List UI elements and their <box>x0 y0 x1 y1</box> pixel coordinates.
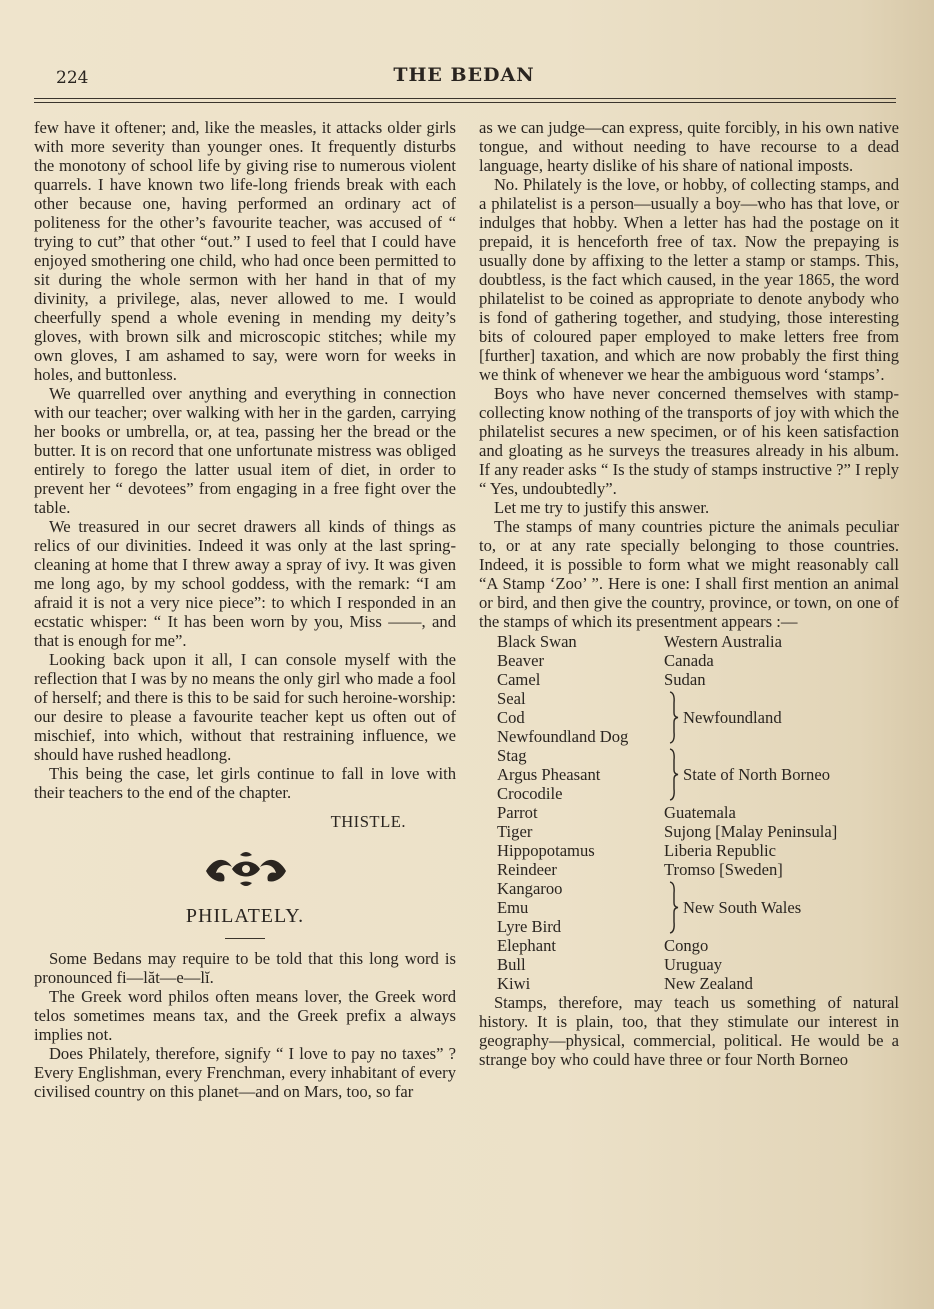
page-header <box>34 64 894 94</box>
animal-name: Kangaroo <box>497 879 563 898</box>
country-name: Tromso [Sweden] <box>664 860 783 879</box>
animal-name: Seal <box>497 689 526 708</box>
stamp-row <box>497 670 897 689</box>
stamp-row <box>497 632 897 651</box>
paragraph: No. Philately is the love, or hobby, of collecting stamps, and a philatelist is a person—usually a boy—who has that love, or indulges that hobby. When a letter has had the postage on it prepaid, it is henceforth free of tax. Now the prepaying is usually done by affixing to the letter a stamp or stamps. This, doubtless, is the fact which caused, in the year 1865, the word philatelist to be coined as appropriate to denote anybody who is fond of gathering together, and studying, those interesting bits of coloured paper employed to make letters free from [further] taxation, and which are now probably the first thing we think of whenever we hear the ambiguous word ‘stamps’. <box>479 175 899 384</box>
animal-name: Kiwi <box>497 974 531 993</box>
animal-name: Tiger <box>497 822 533 841</box>
country-name: Sudan <box>664 670 706 689</box>
country-name: New Zealand <box>664 974 753 993</box>
stamp-row <box>497 936 897 955</box>
brace-icon <box>667 879 681 936</box>
paragraph: Does Philately, therefore, signify “ I love to pay no taxes” ? Every Englishman, every Frenchman, every inhabitant of every civilised country on this planet—and on Mars, too, so far <box>34 1044 456 1101</box>
country-name: Sujong [Malay Peninsula] <box>664 822 838 841</box>
animal-name: Emu <box>497 898 529 917</box>
animal-name: Reindeer <box>497 860 557 879</box>
stamp-row <box>497 651 897 670</box>
animal-name: Stag <box>497 746 527 765</box>
stamp-zoo-table <box>497 632 897 993</box>
country-name: Guatemala <box>664 803 736 822</box>
section-title: PHILATELY. <box>185 905 305 927</box>
animal-name: Beaver <box>497 651 544 670</box>
author-signature: THISTLE. <box>330 812 406 831</box>
paragraph: Stamps, therefore, may teach us something of natural history. It is plain, too, that they stimulate our interest in geography—physical, commercial, political. He would be a strange boy who could have three or four North Borneo <box>479 993 899 1069</box>
country-name: New South Wales <box>683 898 802 917</box>
paragraph: Looking back upon it all, I can console myself with the reflection that I was by no means the only girl who made a fool of herself; and there is this to be said for such heroine-worship: our desire to please a favourite teacher kept us often out of mischief, into which, without that restraining influence, we should have rushed headlong. <box>34 650 456 764</box>
paragraph: The Greek word philos often means lover, the Greek word telos sometimes means tax, and the Greek prefix a always implies not. <box>34 987 456 1044</box>
country-name: State of North Borneo <box>683 765 831 784</box>
stamp-row <box>497 841 897 860</box>
stamp-row <box>497 822 897 841</box>
page-number: 224 <box>56 68 89 88</box>
header-rule-top <box>34 98 896 99</box>
animal-name: Bull <box>497 955 526 974</box>
paragraph: Some Bedans may require to be told that this long word is pronounced fi—lăt—e—lĭ. <box>34 949 456 987</box>
animal-name: Elephant <box>497 936 556 955</box>
country-name: Western Australia <box>664 632 783 651</box>
fleuron-ornament-icon <box>196 849 296 889</box>
stamp-row <box>497 955 897 974</box>
stamp-group-new-south-wales <box>497 879 897 936</box>
section-rule <box>225 938 265 939</box>
animal-name: Parrot <box>497 803 538 822</box>
paragraph: few have it oftener; and, like the measles, it attacks older girls with more severity than younger ones. It frequently disturbs the monotony of school life by giving rise to numerous violent quarrels. I have known two life-long friends break with each other because one, having performed an ordinary act of politeness for the other’s favourite teacher, was accused of “ trying to cut” that other “out.” I used to feel that I could have enjoyed smothering one child, who had once been permitted to sit during the whole sermon with her hand in that of my divinity, a privilege, alas, never allowed to me. I would cheerfully spend a whole evening in mending my deity’s gloves, with brown silk and microscopic stitches; while my own gloves, I am ashamed to say, were worn for weeks in holes, and buttonless. <box>34 118 456 384</box>
stamp-row <box>497 974 897 993</box>
stamp-row <box>497 803 897 822</box>
paragraph: as we can judge—can express, quite forcibly, in his own native tongue, and without needing to have recourse to a dead language, hearty dislike of his share of national imposts. <box>479 118 899 175</box>
paragraph: Boys who have never concerned themselves with stamp-collecting know nothing of the transports of joy with which the philatelist secures a new specimen, or of his keen satisfaction and gloating as he surveys the treasures already in his album. If any reader asks “ Is the study of stamps instructive ?” I reply “ Yes, undoubtedly”. <box>479 384 899 498</box>
animal-name: Black Swan <box>497 632 577 651</box>
stamp-group-newfoundland <box>497 689 897 746</box>
paragraph: Let me try to justify this answer. <box>493 498 710 517</box>
paragraph: We quarrelled over anything and everything in connection with our teacher; over walking with her in the garden, carrying her books or umbrella, or, at tea, passing her the bread or the butter. It is on record that one unfortunate mistress was obliged entirely to forego the latter usual item of diet, in order to prevent her “ devotees” from engaging in a free fight over the table. <box>34 384 456 517</box>
right-column <box>479 118 899 1069</box>
left-column <box>34 118 456 1101</box>
header-rule-bottom <box>34 102 896 103</box>
animal-name: Argus Pheasant <box>497 765 601 784</box>
country-name: Liberia Republic <box>664 841 776 860</box>
animal-name: Hippopotamus <box>497 841 595 860</box>
animal-name: Crocodile <box>497 784 563 803</box>
animal-name: Newfoundland Dog <box>497 727 629 746</box>
country-name: Congo <box>664 936 709 955</box>
stamp-group-north-borneo <box>497 746 897 803</box>
country-name: Uruguay <box>664 955 723 974</box>
brace-icon <box>667 746 681 803</box>
animal-name: Lyre Bird <box>497 917 562 936</box>
animal-name: Camel <box>497 670 541 689</box>
stamp-row <box>497 860 897 879</box>
paragraph: The stamps of many countries picture the animals peculiar to, or at any rate specially belonging to those countries. Indeed, it is possible to form what we might reasonably call “A Stamp ‘Zoo’ ”. Here is one: I shall first mention an animal or bird, and then give the country, province, or town, on one of the stamps of which its presentment appears :— <box>479 517 899 631</box>
country-name: Canada <box>664 651 714 670</box>
paragraph: We treasured in our secret drawers all kinds of things as relics of our divinities. Indeed it was only at the last spring-cleaning at home that I threw away a spray of ivy. It was given me long ago, by my school goddess, with the remark: “I am afraid it is not a very nice piece”: to which I responded in an ecstatic whisper: “ It has been worn by you, Miss ——, and that is enough for me”. <box>34 517 456 650</box>
running-title: THE BEDAN <box>393 64 535 86</box>
animal-name: Cod <box>497 708 525 727</box>
country-name: Newfoundland <box>683 708 782 727</box>
brace-icon <box>667 689 681 746</box>
paragraph: This being the case, let girls continue to fall in love with their teachers to the end of the chapter. <box>34 764 456 802</box>
